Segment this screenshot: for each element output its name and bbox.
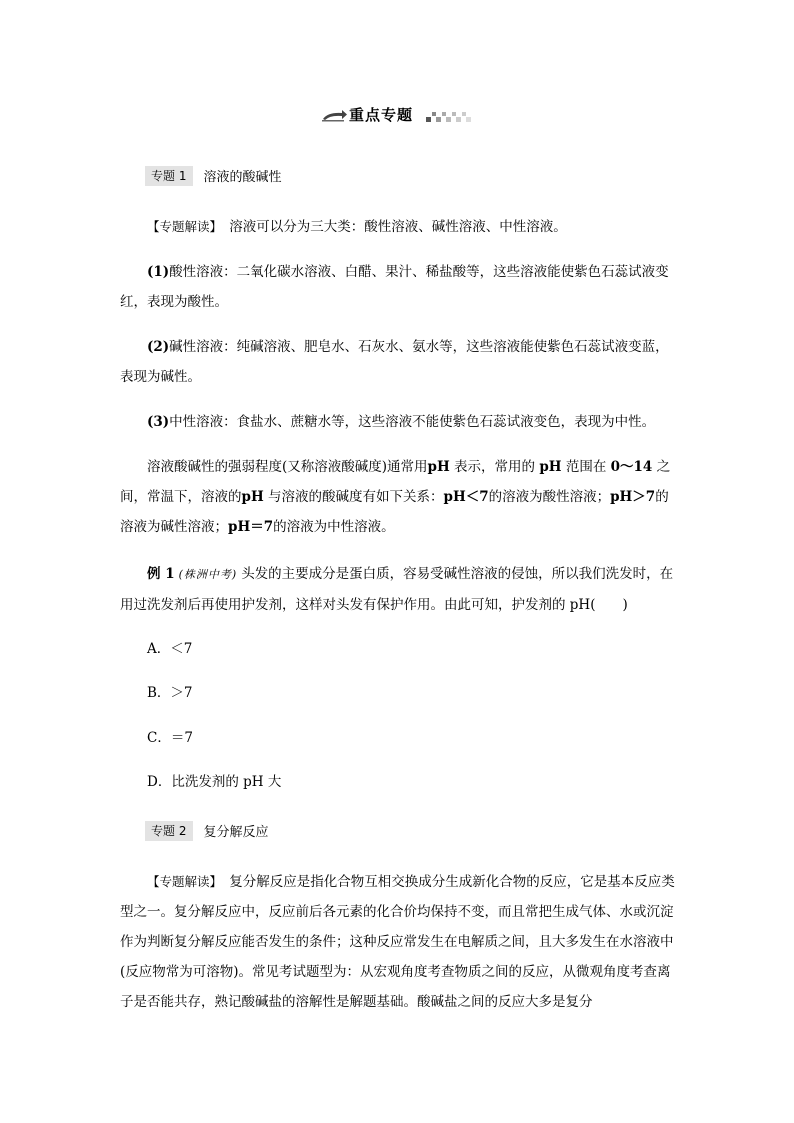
- intro-text: 复分解反应是指化合物互相交换成分生成新化合物的反应，它是基本反应类型之一。复分解反应中，反应前后各元素的化合价均保持不变，而且常把生成气体、水或沉淀作为判断复分解反应能否发生的条件；这种反应常发生在电解质之间，且大多发生在水溶液中(反应物常为可溶物)。常见考试题型为：从宏观角度考查物质之间的反应，从微观角度考查离子是否能共存，熟记酸碱盐的溶解性是解题基础。酸碱盐之间的反应大多是复分: [120, 874, 675, 1010]
- topic-badge: 专题 2: [145, 821, 193, 841]
- paragraph-text: 酸性溶液：二氧化碳水溶液、白醋、果汁、稀盐酸等，这些溶液能使紫色石蕊试液变红，表现为酸性。: [120, 264, 669, 310]
- example-source: (株洲中考): [178, 568, 238, 581]
- example-text: 头发的主要成分是蛋白质，容易受碱性溶液的侵蚀，所以我们洗发时，在用过洗发剂后再使用护发剂，这样对头发有保护作用。由此可知，护发剂的 pH( ): [120, 566, 674, 613]
- topic-title: 复分解反应: [203, 825, 269, 840]
- option-d: D．比洗发剂的 pH 大: [147, 774, 282, 790]
- ph-explanation-paragraph: 溶液酸碱性的强弱程度(又称溶液酸碱度)通常用pH 表示，常用的 pH 范围在 0～14 之间，常温下，溶液的pH 与溶液的酸碱度有如下关系：pH＜7的溶液为酸性溶液；pH＞7的溶液为碱性溶液；pH＝7的溶液为中性溶液。: [120, 459, 671, 535]
- paragraph-text: 碱性溶液：纯碱溶液、肥皂水、石灰水、氨水等，这些溶液能使紫色石蕊试液变蓝，表现为碱性。: [120, 339, 669, 385]
- basic-solution-paragraph: [120, 332, 682, 392]
- arrow-icon: [322, 110, 348, 122]
- topic-badge: 专题 1: [145, 166, 193, 186]
- acidic-solution-paragraph: [120, 257, 682, 317]
- item-number: (1): [147, 264, 170, 280]
- example-1-question: [120, 559, 682, 620]
- paragraph-text: 中性溶液：食盐水、蔗糖水等，这些溶液不能使紫色石蕊试液变色，表现为中性。: [169, 414, 656, 430]
- neutral-solution-paragraph: [120, 407, 682, 437]
- item-number: (3): [147, 414, 170, 430]
- topic-title: 溶液的酸碱性: [203, 170, 282, 185]
- example-label: 例 1: [147, 566, 175, 582]
- section-header: [322, 104, 482, 128]
- topic-2-intro: [120, 867, 682, 1017]
- intro-label: 【专题解读】: [147, 219, 216, 234]
- topic-2-heading: [145, 820, 268, 842]
- topic-1-heading: [145, 165, 281, 187]
- option-b: B．＞7: [147, 685, 193, 701]
- intro-text: 溶液可以分为三大类：酸性溶液、碱性溶液、中性溶液。: [229, 219, 567, 235]
- option-c: C．＝7: [147, 730, 193, 746]
- option-a: A．＜7: [147, 641, 193, 657]
- checker-decoration-icon: [426, 109, 472, 123]
- topic-1-intro: [120, 212, 682, 242]
- item-number: (2): [147, 339, 170, 355]
- intro-label: 【专题解读】: [147, 874, 216, 889]
- section-title: 重点专题: [349, 106, 414, 124]
